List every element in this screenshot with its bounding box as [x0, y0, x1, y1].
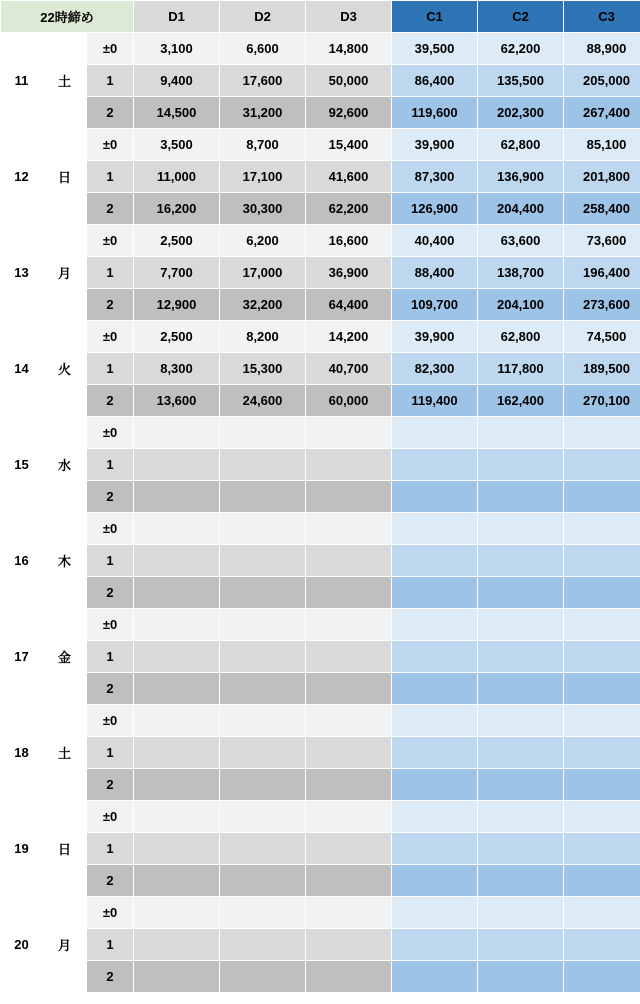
level-label: ±0 [87, 513, 134, 545]
value-cell [478, 609, 564, 641]
value-cell: 64,400 [306, 289, 392, 321]
value-cell [134, 449, 220, 481]
value-cell: 82,300 [392, 353, 478, 385]
value-cell: 119,600 [392, 97, 478, 129]
value-cell [306, 513, 392, 545]
table-row [1, 705, 640, 737]
value-cell [220, 673, 306, 705]
value-cell [134, 545, 220, 577]
value-cell [220, 801, 306, 833]
value-cell [306, 417, 392, 449]
value-cell [564, 705, 640, 737]
value-cell [306, 833, 392, 865]
day-number: 12 [1, 129, 43, 225]
level-label: 2 [87, 193, 134, 225]
table-row [1, 577, 640, 609]
level-label: 1 [87, 65, 134, 97]
value-cell: 258,400 [564, 193, 640, 225]
value-cell [220, 577, 306, 609]
table-row [1, 353, 640, 385]
value-cell: 14,500 [134, 97, 220, 129]
value-cell: 17,100 [220, 161, 306, 193]
weekday-label: 金 [43, 609, 87, 705]
value-cell: 92,600 [306, 97, 392, 129]
level-label: 2 [87, 481, 134, 513]
value-cell [392, 417, 478, 449]
level-label: ±0 [87, 897, 134, 929]
level-label: ±0 [87, 321, 134, 353]
value-cell [564, 641, 640, 673]
value-cell [220, 705, 306, 737]
level-label: 1 [87, 737, 134, 769]
value-cell: 16,600 [306, 225, 392, 257]
value-cell: 13,600 [134, 385, 220, 417]
weekday-label: 土 [43, 705, 87, 801]
value-cell [478, 577, 564, 609]
value-cell [134, 577, 220, 609]
value-cell [220, 833, 306, 865]
value-cell [478, 961, 564, 993]
value-cell: 3,100 [134, 33, 220, 65]
value-cell: 62,800 [478, 129, 564, 161]
value-cell: 30,300 [220, 193, 306, 225]
table-row [1, 449, 640, 481]
value-cell: 126,900 [392, 193, 478, 225]
value-cell [306, 769, 392, 801]
value-cell: 15,400 [306, 129, 392, 161]
value-cell [478, 481, 564, 513]
level-label: ±0 [87, 801, 134, 833]
level-label: 2 [87, 577, 134, 609]
value-cell: 205,000 [564, 65, 640, 97]
value-cell [220, 897, 306, 929]
value-cell: 17,600 [220, 65, 306, 97]
value-cell [134, 833, 220, 865]
value-cell [564, 609, 640, 641]
level-label: 1 [87, 257, 134, 289]
value-cell: 2,500 [134, 321, 220, 353]
level-label: 1 [87, 545, 134, 577]
day-number: 14 [1, 321, 43, 417]
day-number: 16 [1, 513, 43, 609]
value-cell [392, 737, 478, 769]
value-cell: 17,000 [220, 257, 306, 289]
value-cell [220, 513, 306, 545]
value-cell: 202,300 [478, 97, 564, 129]
value-cell: 204,400 [478, 193, 564, 225]
value-cell [134, 705, 220, 737]
value-cell: 11,000 [134, 161, 220, 193]
value-cell [564, 769, 640, 801]
table-row [1, 33, 640, 65]
value-cell [134, 641, 220, 673]
value-cell: 39,500 [392, 33, 478, 65]
value-cell [306, 737, 392, 769]
value-cell [392, 481, 478, 513]
value-cell [306, 865, 392, 897]
weekday-label: 月 [43, 225, 87, 321]
value-cell [220, 545, 306, 577]
value-cell [134, 609, 220, 641]
value-cell: 12,900 [134, 289, 220, 321]
value-cell: 74,500 [564, 321, 640, 353]
value-cell [306, 641, 392, 673]
value-cell [478, 769, 564, 801]
weekday-label: 日 [43, 801, 87, 897]
day-number: 18 [1, 705, 43, 801]
value-cell [392, 513, 478, 545]
header-col-d2: D2 [220, 1, 306, 33]
value-cell [392, 609, 478, 641]
value-cell [220, 449, 306, 481]
value-cell [220, 641, 306, 673]
table-row [1, 929, 640, 961]
value-cell [134, 481, 220, 513]
level-label: ±0 [87, 417, 134, 449]
level-label: 1 [87, 641, 134, 673]
value-cell: 14,800 [306, 33, 392, 65]
value-cell [134, 737, 220, 769]
value-cell: 109,700 [392, 289, 478, 321]
value-cell: 62,800 [478, 321, 564, 353]
value-cell: 85,100 [564, 129, 640, 161]
value-cell: 36,900 [306, 257, 392, 289]
level-label: 2 [87, 385, 134, 417]
table-row [1, 897, 640, 929]
value-cell [220, 865, 306, 897]
value-cell [478, 705, 564, 737]
level-label: ±0 [87, 129, 134, 161]
value-cell [478, 833, 564, 865]
value-cell [220, 929, 306, 961]
value-cell [564, 897, 640, 929]
weekday-label: 日 [43, 129, 87, 225]
value-cell: 62,200 [306, 193, 392, 225]
value-cell: 270,100 [564, 385, 640, 417]
value-cell: 273,600 [564, 289, 640, 321]
weekday-label: 月 [43, 897, 87, 993]
table-row [1, 97, 640, 129]
header-row [1, 1, 640, 33]
value-cell [392, 929, 478, 961]
table-header [1, 1, 640, 33]
level-label: 1 [87, 449, 134, 481]
value-cell [134, 929, 220, 961]
value-cell: 267,400 [564, 97, 640, 129]
table-row [1, 673, 640, 705]
value-cell: 14,200 [306, 321, 392, 353]
table-row [1, 833, 640, 865]
value-cell: 88,400 [392, 257, 478, 289]
value-cell [306, 673, 392, 705]
value-cell: 189,500 [564, 353, 640, 385]
value-cell [564, 417, 640, 449]
value-cell [220, 481, 306, 513]
value-cell [220, 769, 306, 801]
value-cell [220, 417, 306, 449]
table-row [1, 65, 640, 97]
weekday-label: 火 [43, 321, 87, 417]
value-cell [392, 641, 478, 673]
value-cell [392, 673, 478, 705]
table-row [1, 737, 640, 769]
level-label: 1 [87, 353, 134, 385]
value-cell [306, 897, 392, 929]
value-cell [134, 769, 220, 801]
value-cell [478, 673, 564, 705]
table-row [1, 321, 640, 353]
value-cell: 204,100 [478, 289, 564, 321]
value-cell: 24,600 [220, 385, 306, 417]
level-label: 2 [87, 97, 134, 129]
value-cell [564, 801, 640, 833]
level-label: 1 [87, 929, 134, 961]
value-cell: 8,200 [220, 321, 306, 353]
value-cell: 16,200 [134, 193, 220, 225]
value-cell: 8,700 [220, 129, 306, 161]
level-label: ±0 [87, 705, 134, 737]
value-cell [392, 705, 478, 737]
value-cell [306, 705, 392, 737]
value-cell: 196,400 [564, 257, 640, 289]
value-cell [392, 833, 478, 865]
value-cell: 6,600 [220, 33, 306, 65]
value-cell [306, 801, 392, 833]
value-cell: 3,500 [134, 129, 220, 161]
value-cell [392, 961, 478, 993]
value-cell: 7,700 [134, 257, 220, 289]
table-row [1, 961, 640, 993]
weekday-label: 水 [43, 417, 87, 513]
value-cell [564, 833, 640, 865]
value-cell [220, 609, 306, 641]
value-cell [564, 545, 640, 577]
value-cell: 39,900 [392, 321, 478, 353]
header-col-d1: D1 [134, 1, 220, 33]
table-row [1, 225, 640, 257]
value-cell [478, 417, 564, 449]
value-cell: 162,400 [478, 385, 564, 417]
table-row [1, 257, 640, 289]
table-row [1, 641, 640, 673]
value-cell [392, 865, 478, 897]
value-cell [306, 609, 392, 641]
value-cell [564, 961, 640, 993]
value-cell: 60,000 [306, 385, 392, 417]
value-cell: 15,300 [220, 353, 306, 385]
value-cell [306, 481, 392, 513]
value-cell: 40,400 [392, 225, 478, 257]
table-row [1, 129, 640, 161]
value-cell [564, 481, 640, 513]
day-number: 20 [1, 897, 43, 993]
value-cell [564, 737, 640, 769]
value-cell [392, 801, 478, 833]
table-row [1, 769, 640, 801]
value-cell [392, 897, 478, 929]
table-row [1, 609, 640, 641]
table-row [1, 193, 640, 225]
value-cell: 31,200 [220, 97, 306, 129]
value-cell [306, 545, 392, 577]
value-cell [306, 929, 392, 961]
table-row [1, 481, 640, 513]
value-cell: 135,500 [478, 65, 564, 97]
day-number: 11 [1, 33, 43, 129]
table-row [1, 865, 640, 897]
value-cell [134, 897, 220, 929]
header-col-c3: C3 [564, 1, 640, 33]
value-cell [392, 769, 478, 801]
table-row [1, 513, 640, 545]
value-cell [306, 449, 392, 481]
value-cell [134, 513, 220, 545]
value-cell [564, 577, 640, 609]
value-cell [478, 929, 564, 961]
value-cell: 201,800 [564, 161, 640, 193]
value-cell [564, 865, 640, 897]
value-cell [478, 513, 564, 545]
day-number: 19 [1, 801, 43, 897]
value-cell: 73,600 [564, 225, 640, 257]
value-cell [564, 449, 640, 481]
value-cell: 8,300 [134, 353, 220, 385]
value-cell: 62,200 [478, 33, 564, 65]
value-cell [392, 545, 478, 577]
value-cell [564, 673, 640, 705]
day-number: 13 [1, 225, 43, 321]
level-label: ±0 [87, 225, 134, 257]
value-cell [220, 737, 306, 769]
weekday-label: 木 [43, 513, 87, 609]
value-cell [564, 929, 640, 961]
header-col-c2: C2 [478, 1, 564, 33]
day-number: 17 [1, 609, 43, 705]
value-cell [306, 961, 392, 993]
table-row [1, 289, 640, 321]
table-row [1, 385, 640, 417]
level-label: ±0 [87, 33, 134, 65]
value-cell [478, 801, 564, 833]
level-label: 1 [87, 833, 134, 865]
value-cell [134, 417, 220, 449]
level-label: 2 [87, 673, 134, 705]
value-cell: 138,700 [478, 257, 564, 289]
value-cell [134, 865, 220, 897]
table-row [1, 161, 640, 193]
value-cell: 63,600 [478, 225, 564, 257]
level-label: 2 [87, 289, 134, 321]
value-cell: 32,200 [220, 289, 306, 321]
value-cell: 39,900 [392, 129, 478, 161]
value-cell [392, 449, 478, 481]
header-col-d3: D3 [306, 1, 392, 33]
table-row [1, 417, 640, 449]
value-cell [306, 577, 392, 609]
level-label: ±0 [87, 609, 134, 641]
value-cell: 136,900 [478, 161, 564, 193]
value-cell [478, 449, 564, 481]
value-cell: 40,700 [306, 353, 392, 385]
value-cell: 87,300 [392, 161, 478, 193]
value-cell [392, 577, 478, 609]
value-cell [564, 513, 640, 545]
value-cell [478, 897, 564, 929]
value-cell: 2,500 [134, 225, 220, 257]
value-cell [478, 545, 564, 577]
value-cell [134, 801, 220, 833]
header-col-c1: C1 [392, 1, 478, 33]
value-cell [478, 641, 564, 673]
value-cell: 86,400 [392, 65, 478, 97]
table-row [1, 801, 640, 833]
value-cell [220, 961, 306, 993]
weekday-label: 土 [43, 33, 87, 129]
day-number: 15 [1, 417, 43, 513]
value-cell [134, 961, 220, 993]
value-cell: 88,900 [564, 33, 640, 65]
value-cell: 117,800 [478, 353, 564, 385]
value-cell: 50,000 [306, 65, 392, 97]
header-corner-label: 22時締め [1, 1, 134, 33]
level-label: 1 [87, 161, 134, 193]
level-label: 2 [87, 865, 134, 897]
value-cell [478, 737, 564, 769]
level-label: 2 [87, 769, 134, 801]
table-body [1, 33, 640, 993]
value-cell: 119,400 [392, 385, 478, 417]
value-cell: 9,400 [134, 65, 220, 97]
value-cell [478, 865, 564, 897]
value-cell: 6,200 [220, 225, 306, 257]
table-row [1, 545, 640, 577]
value-cell [134, 673, 220, 705]
level-label: 2 [87, 961, 134, 993]
value-cell: 41,600 [306, 161, 392, 193]
